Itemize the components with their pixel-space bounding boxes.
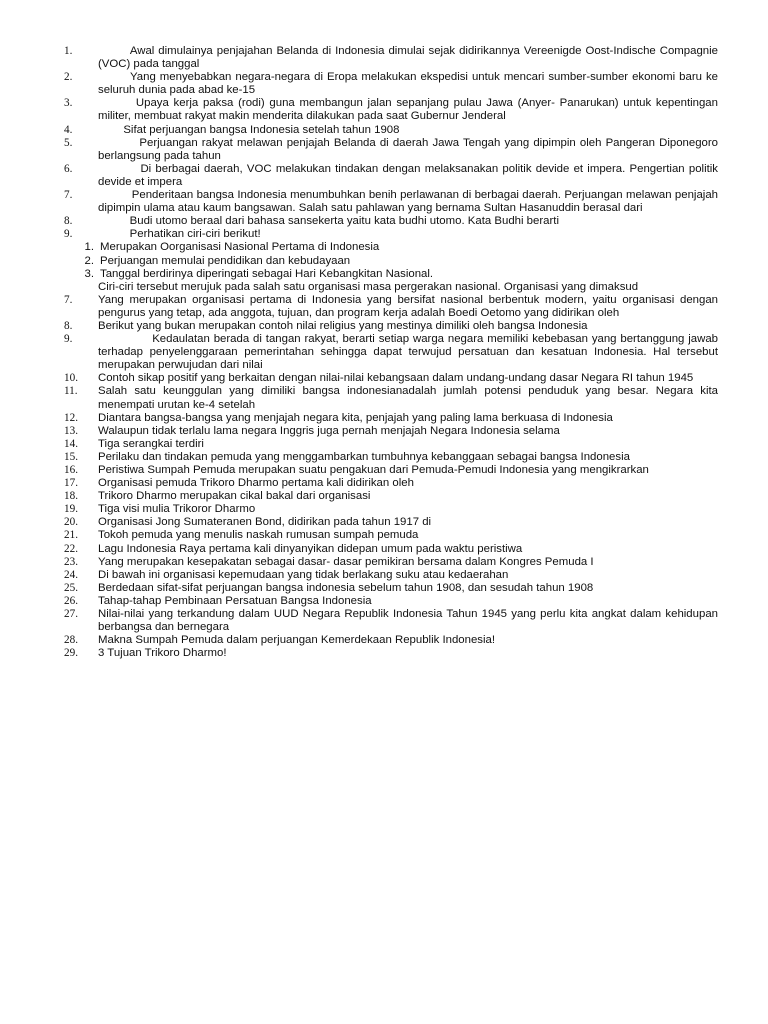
item-text: Yang menyebabkan negara-negara di Eropa melakukan ekspedisi untuk mencari sumber-sumber ekonomi baru ke seluruh dunia pada abad ke-15 <box>98 71 722 97</box>
question-item <box>64 464 718 477</box>
item-number: 27. <box>64 608 78 621</box>
item-number: 17. <box>64 477 78 490</box>
item-number: 3. <box>84 267 94 280</box>
item-number: 4. <box>64 123 73 136</box>
item-text: Tanggal berdirinya diperingati sebagai Hari Kebangkitan Nasional. <box>100 267 434 280</box>
question-item <box>64 634 718 647</box>
item-number: 29. <box>64 647 78 660</box>
question-item <box>64 162 722 189</box>
question-item <box>64 569 718 582</box>
item-number: 19. <box>64 503 78 516</box>
item-number: 15. <box>64 450 78 463</box>
item-number: 28. <box>64 634 78 647</box>
question-item <box>64 385 722 411</box>
item-text: Budi utomo beraal dari bahasa sansekerta yaitu kata budhi utomo. Kata Budhi berarti <box>98 215 559 228</box>
item-text: Contoh sikap positif yang berkaitan dengan nilai-nilai kebangsaan dalam undang-undang dasar Negara RI tahun 1945 <box>98 372 694 385</box>
item-text: Nilai-nilai yang terkandung dalam UUD Negara Republik Indonesia Tahun 1945 yang perlu kita angkat dalam kehidupan berbangsa dan bernegara <box>98 608 722 634</box>
item-text: Organisasi Jong Sumateranen Bond, didirikan pada tahun 1917 di <box>98 516 432 529</box>
item-number: 14. <box>64 437 78 450</box>
item-number: 22. <box>64 542 78 555</box>
item-number: 2. <box>64 71 73 84</box>
item-text: Peristiwa Sumpah Pemuda merupakan suatu pengakuan dari Pemuda-Pemudi Indonesia yang mengikrarkan <box>98 464 649 476</box>
question-item <box>64 412 718 425</box>
item-text: Tiga visi mulia Trikoror Dharmo <box>98 503 256 516</box>
question-item <box>64 516 718 529</box>
question-item <box>64 647 718 660</box>
item-text: Di berbagai daerah, VOC melakukan tindakan dengan melaksanakan politik devide et impera. Pengertian politik devide et impera <box>98 162 722 188</box>
question-item <box>64 333 722 372</box>
item-text: Tiga serangkai terdiri <box>98 437 204 450</box>
item-text: Berdedaan sifat-sifat perjuangan bangsa indonesia sebelum tahun 1908, dan sesudah tahun 1908 <box>98 581 594 594</box>
sub-list-item <box>76 255 718 268</box>
question-item <box>64 451 718 464</box>
item-number: 8. <box>64 319 73 332</box>
item-text: Salah satu keunggulan yang dimiliki bangsa indonesianadalah jumlah potensi penduduk yang besar. Negara kita menempati urutan ke-4 setelah <box>98 385 722 411</box>
question-item <box>64 71 722 97</box>
item-text: Upaya kerja paksa (rodi) guna membangun jalan sepanjang pulau Jawa (Anyer- Panarukan) untuk kepentingan militer, membuat rakyat makin menderita dilakukan pada saat Gubernur Jenderal <box>98 97 722 123</box>
item-text: Perhatikan ciri-ciri berikut! <box>98 228 261 241</box>
item-number: 13. <box>64 424 78 437</box>
question-item <box>64 503 718 516</box>
question-list <box>64 45 722 660</box>
item-number: 25. <box>64 581 78 594</box>
item-number: 11. <box>64 385 78 398</box>
item-text: Tahap-tahap Pembinaan Persatuan Bangsa Indonesia <box>98 594 372 607</box>
item-text: Yang merupakan kesepakatan sebagai dasar- dasar pemikiran bersama dalam Kongres Pemuda I <box>98 555 594 568</box>
question-item <box>64 189 722 215</box>
item-text: Sifat perjuangan bangsa Indonesia setelah tahun 1908 <box>98 123 400 136</box>
item-number: 1. <box>64 45 73 57</box>
question-item <box>64 45 722 71</box>
item-text: Perjuangan rakyat melawan penjajah Belanda di daerah Jawa Tengah yang dipimpin oleh Pangeran Diponegoro berlangsung pada tahun <box>98 136 722 162</box>
question-item <box>64 136 722 163</box>
item-text: Trikoro Dharmo merupakan cikal bakal dari organisasi <box>98 490 371 503</box>
sub-list <box>64 241 718 280</box>
item-number: 24. <box>64 568 78 581</box>
item-number: 12. <box>64 411 78 424</box>
question-item <box>64 556 718 569</box>
question-item <box>64 438 718 451</box>
item-text: Yang merupakan organisasi pertama di Indonesia yang bersifat nasional berbentuk modern, yaitu organisasi dengan pengurus yang tetap, ada anggota, tujuan, dan program kerja adalah Boedi Oetomo yang didirikan oleh <box>98 293 722 319</box>
question-item <box>64 595 718 608</box>
question-item <box>64 543 718 556</box>
item-text: Tokoh pemuda yang menulis naskah rumusan sumpah pemuda <box>98 529 419 542</box>
item-number: 5. <box>64 136 73 149</box>
item-number: 18. <box>64 490 78 503</box>
item-number: 26. <box>64 594 78 607</box>
item-text: Di bawah ini organisasi kepemudaan yang tidak berlakang suku atau kedaerahan <box>98 568 509 581</box>
question-item <box>64 215 718 228</box>
item-text: Makna Sumpah Pemuda dalam perjuangan Kemerdekaan Republik Indonesia! <box>98 634 496 647</box>
question-item <box>64 477 718 490</box>
item-text: Diantara bangsa-bangsa yang menjajah negara kita, penjajah yang paling lama berkuasa di Indonesia <box>98 411 613 424</box>
question-item <box>64 293 722 320</box>
item-number: 2. <box>84 254 94 267</box>
question-item <box>64 425 718 438</box>
question-item <box>64 372 718 385</box>
question-item <box>64 529 718 542</box>
item-text: Organisasi pemuda Trikoro Dharmo pertama kali didirikan oleh <box>98 477 414 490</box>
item-number: 8. <box>64 215 73 228</box>
item-text: Merupakan Oorganisasi Nasional Pertama di Indonesia <box>100 241 380 254</box>
item-number: 23. <box>64 555 78 568</box>
item-text: Awal dimulainya penjajahan Belanda di Indonesia dimulai sejak didirikannya Vereenigde Oost-Indische Compagnie (VOC) pada tanggal <box>98 45 722 71</box>
item-text: 3 Tujuan Trikoro Dharmo! <box>98 647 227 660</box>
item-text: Penderitaan bangsa Indonesia menumbuhkan benih perlawanan di berbagai daerah. Perjuangan melawan penjajah dipimpin ulama atau kaum bangsawan. Salah satu pahlawan yang bernama Sultan Hasanuddin berasal dari <box>98 189 722 215</box>
question-item <box>64 320 718 333</box>
item-number: 9. <box>64 228 73 241</box>
item-number: 7. <box>64 293 73 306</box>
item-text: Perjuangan memulai pendidikan dan kebudayaan <box>100 254 351 267</box>
question-item <box>64 228 718 241</box>
question-item <box>64 124 718 137</box>
sub-list-item <box>76 241 718 254</box>
item-text: Berikut yang bukan merupakan contoh nilai religius yang mestinya dimiliki oleh bangsa Indonesia <box>98 319 588 332</box>
item-text: Walaupun tidak terlalu lama negara Inggris juga pernah menjajah Negara Indonesia selama <box>98 424 560 437</box>
question-item <box>64 490 718 503</box>
question-item <box>64 97 722 123</box>
item-number: 21. <box>64 529 78 542</box>
sub-list-item <box>76 268 718 281</box>
item-number: 7. <box>64 189 73 202</box>
question-item <box>64 582 718 595</box>
sub-followup: Ciri-ciri tersebut merujuk pada salah satu organisasi masa pergerakan nasional. Organisasi yang dimaksud <box>98 280 639 293</box>
item-number: 6. <box>64 162 73 175</box>
item-number: 1. <box>84 241 94 254</box>
item-number: 20. <box>64 516 78 529</box>
question-item <box>64 608 722 634</box>
item-text: Lagu Indonesia Raya pertama kali dinyanyikan didepan umum pada waktu peristiwa <box>98 542 523 555</box>
item-text: Perilaku dan tindakan pemuda yang menggambarkan tumbuhnya kebanggaan sebagai bangsa Indonesia <box>98 450 630 463</box>
item-number: 9. <box>64 333 73 346</box>
item-number: 16. <box>64 464 78 476</box>
item-text: Kedaulatan berada di tangan rakyat, berarti setiap warga negara memiliki kebebasan yang bertanggung jawab terhadap penyelenggaraan pemerintahan sehingga dapat terwujud persatuan dan kesatuan Indonesia. Hal tersebut merupakan perwujudan dari nilai <box>98 333 722 372</box>
item-number: 10. <box>64 372 78 385</box>
item-number: 3. <box>64 97 73 110</box>
